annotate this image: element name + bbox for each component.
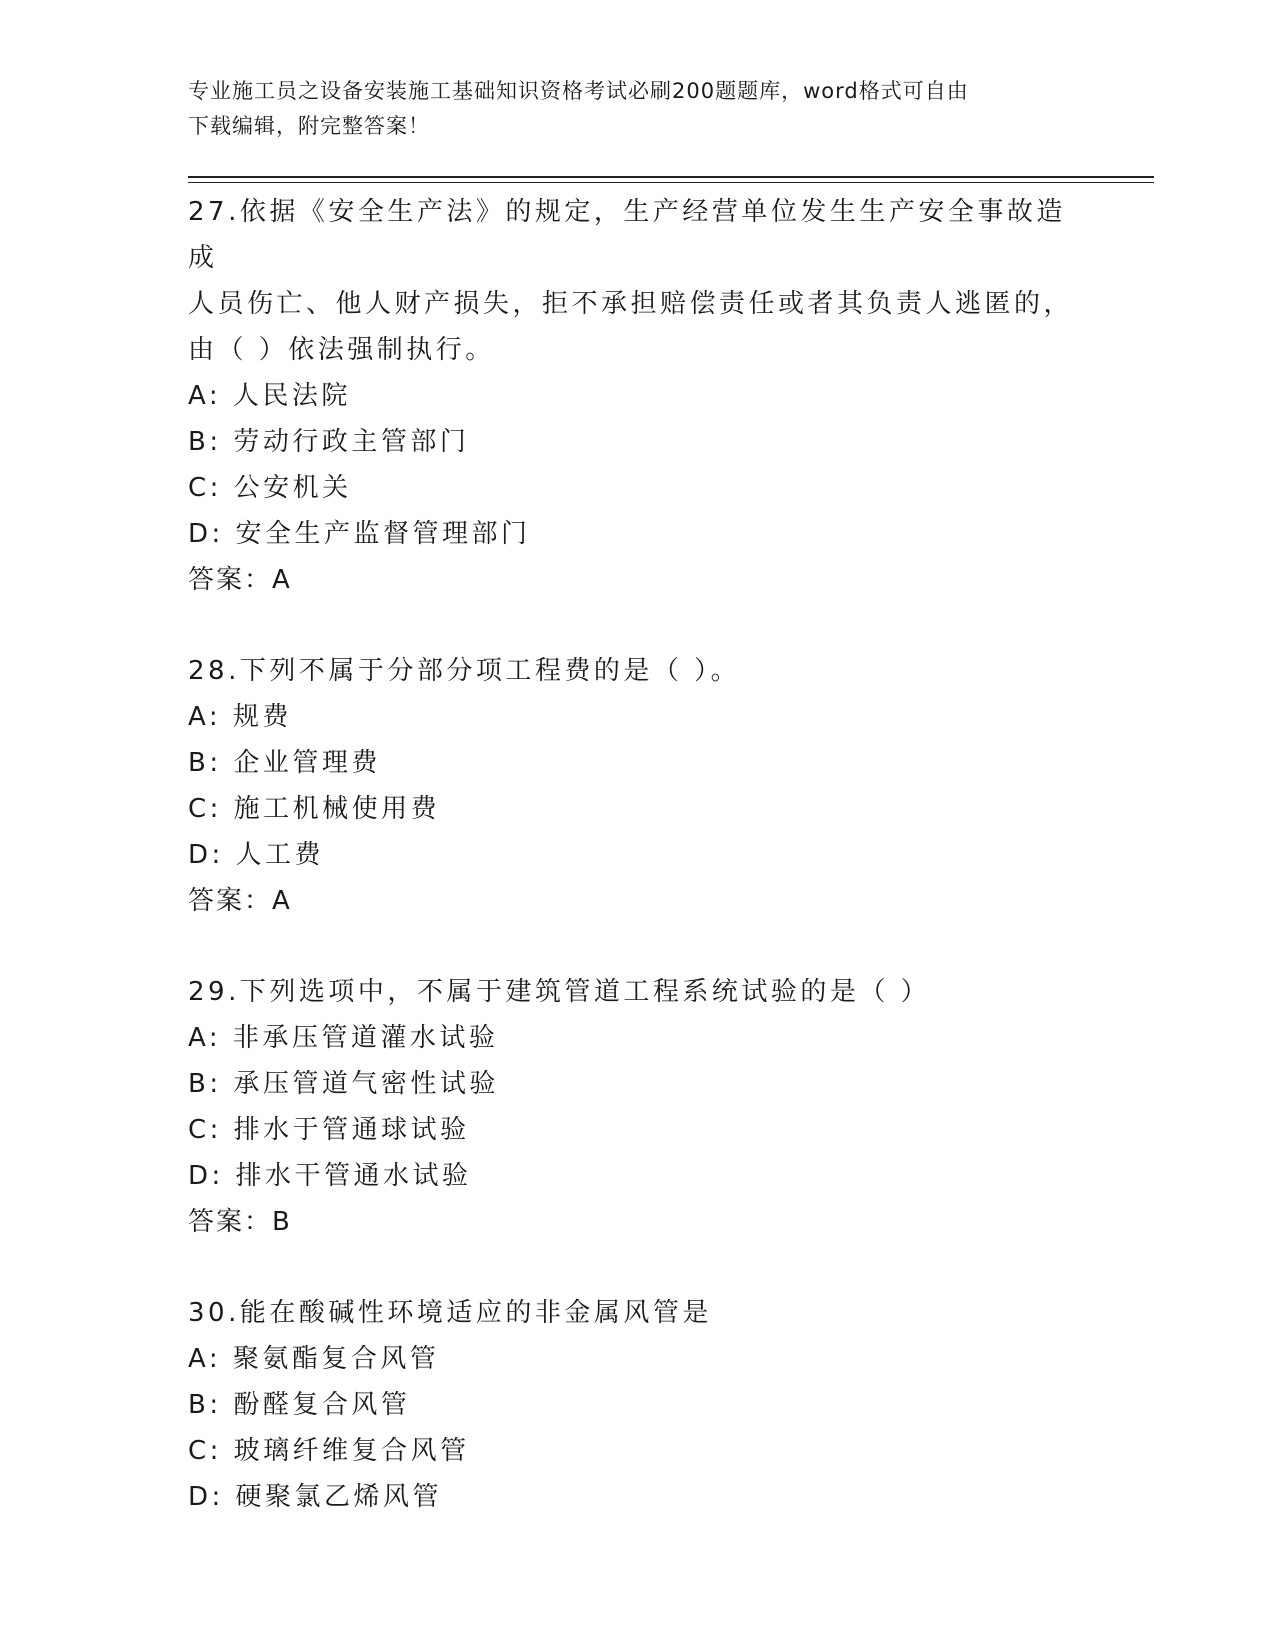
option-c: C: 公安机关: [188, 473, 352, 503]
option-a: A: 非承压管道灌水试验: [188, 1023, 499, 1053]
option-d: D: 人工费: [188, 840, 325, 870]
question-28: [188, 648, 1088, 924]
option-b: B: 劳动行政主管部门: [188, 427, 470, 457]
question-stem: [188, 648, 1088, 694]
document-header: [188, 74, 1068, 144]
option-a: A: 规费: [188, 702, 292, 732]
question-27: [188, 189, 1088, 603]
stem-line: 28.下列不属于分部分项工程费的是（ ）。: [188, 656, 741, 686]
answer-line: 答案：A: [188, 565, 292, 595]
option-d: D: 排水干管通水试验: [188, 1161, 472, 1191]
answer-line: 答案：A: [188, 886, 292, 916]
question-stem: [188, 969, 1088, 1015]
option-c: C: 排水于管通球试验: [188, 1115, 470, 1145]
header-line-1: 专业施工员之设备安装施工基础知识资格考试必刷200题题库，word格式可自由: [188, 79, 969, 103]
stem-line: 人员伤亡、他人财产损失，拒不承担赔偿责任或者其负责人逃匿的，: [188, 289, 1074, 319]
stem-line: 30.能在酸碱性环境适应的非金属风管是: [188, 1298, 712, 1328]
question-29: [188, 969, 1088, 1245]
option-c: C: 施工机械使用费: [188, 794, 441, 824]
question-list: [188, 189, 1088, 1565]
option-b: B: 承压管道气密性试验: [188, 1069, 499, 1099]
option-a: A: 人民法院: [188, 381, 351, 411]
question-30: [188, 1290, 1088, 1520]
header-line-2: 下载编辑，附完整答案！: [188, 114, 430, 138]
question-stem: [188, 1290, 1088, 1336]
option-a: A: 聚氨酯复合风管: [188, 1344, 440, 1374]
option-b: B: 企业管理费: [188, 748, 381, 778]
question-stem: [188, 189, 1088, 373]
answer-line: 答案：B: [188, 1207, 292, 1237]
header-divider-thick: [188, 176, 1154, 178]
option-d: D: 硬聚氯乙烯风管: [188, 1482, 443, 1512]
option-b: B: 酚醛复合风管: [188, 1390, 411, 1420]
option-d: D: 安全生产监督管理部门: [188, 519, 531, 549]
stem-line: 由（ ）依法强制执行。: [188, 335, 495, 365]
option-c: C: 玻璃纤维复合风管: [188, 1436, 470, 1466]
stem-line: 27.依据《安全生产法》的规定，生产经营单位发生生产安全事故造成: [188, 197, 1066, 273]
header-divider-thin: [188, 182, 1154, 183]
stem-line: 29.下列选项中，不属于建筑管道工程系统试验的是（ ）: [188, 977, 931, 1007]
